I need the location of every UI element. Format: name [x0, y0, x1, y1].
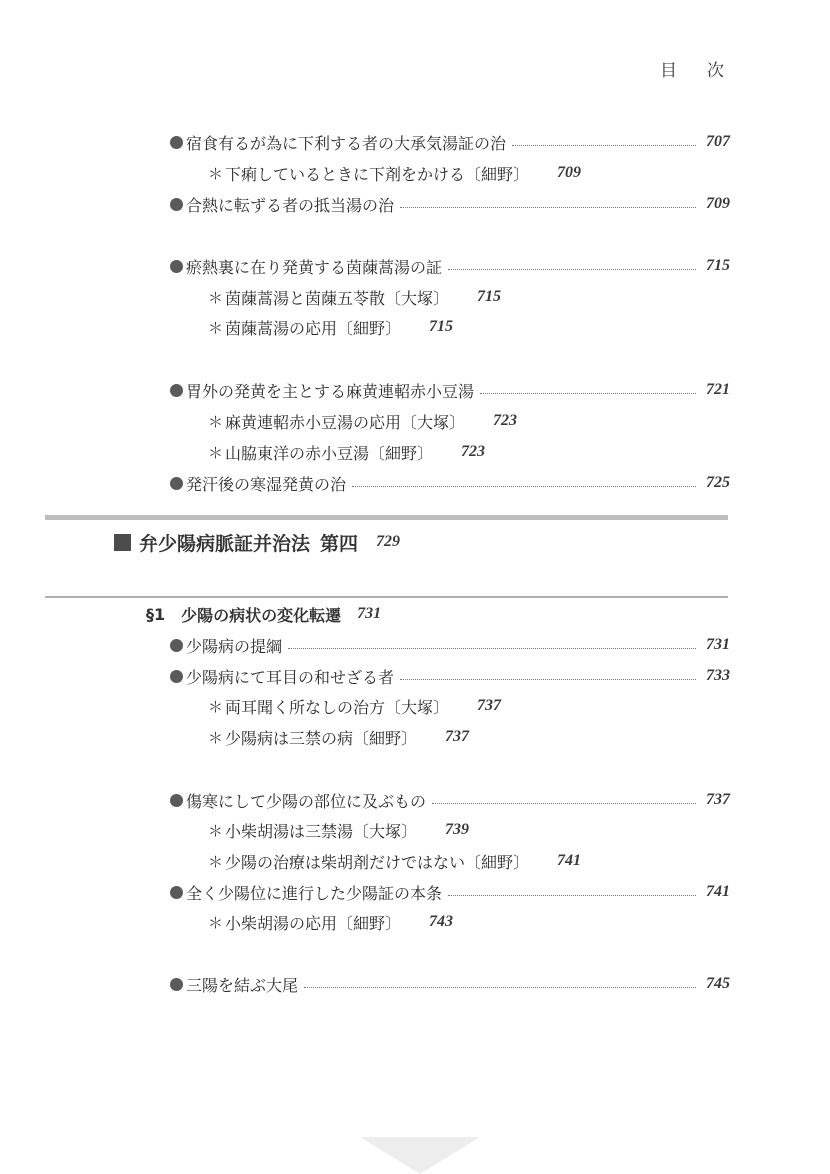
entry-title: 全く少陽位に進行した少陽証の本条 — [186, 883, 443, 903]
dot-leader — [400, 207, 696, 208]
page-number: 741 — [706, 883, 730, 900]
toc-entry[interactable] — [170, 880, 730, 904]
asterisk-icon: ＊ — [208, 318, 224, 337]
dot-leader — [448, 895, 696, 896]
page-number: 737 — [706, 791, 730, 808]
asterisk-icon: ＊ — [208, 412, 224, 431]
toc-entry[interactable] — [170, 130, 730, 154]
page-number: 721 — [706, 381, 730, 398]
page-number: 715 — [706, 257, 730, 274]
section-title: 少陽の病状の変化転遷 — [181, 605, 342, 625]
toc-entry[interactable] — [170, 378, 730, 402]
square-icon — [114, 534, 131, 551]
asterisk-icon: ＊ — [208, 821, 224, 840]
asterisk-icon: ＊ — [208, 852, 224, 871]
page-number: 737 — [445, 728, 470, 745]
bullet-icon — [170, 978, 183, 991]
entry-title: 少陽の治療は柴胡剤だけではない〔細野〕 — [225, 852, 530, 872]
toc-entry[interactable] — [170, 192, 730, 216]
page-number: 745 — [706, 975, 730, 992]
page-number: 741 — [557, 852, 582, 869]
asterisk-icon: ＊ — [208, 913, 224, 932]
section-page: 731 — [357, 605, 382, 622]
page-number: 739 — [445, 821, 470, 838]
page-number: 725 — [706, 474, 730, 491]
page-number: 723 — [461, 443, 486, 460]
entry-title: 山脇東洋の赤小豆湯〔細野〕 — [225, 443, 434, 463]
chapter-heading[interactable] — [114, 528, 400, 556]
asterisk-icon: ＊ — [208, 443, 224, 462]
toc-entry[interactable] — [170, 254, 730, 278]
page-number: 715 — [477, 288, 502, 305]
toc-entry[interactable] — [170, 471, 730, 495]
entry-title: 傷寒にして少陽の部位に及ぶもの — [186, 791, 427, 811]
page-number: 731 — [706, 636, 730, 653]
toc-subentry[interactable] — [208, 849, 581, 873]
bullet-icon — [170, 670, 183, 683]
page-number: 709 — [557, 164, 582, 181]
entry-title: 下痢しているときに下剤をかける〔細野〕 — [225, 164, 530, 184]
bullet-icon — [170, 477, 183, 490]
section-heading[interactable] — [146, 602, 381, 626]
page-number: 707 — [706, 133, 730, 150]
toc-subentry[interactable] — [208, 161, 581, 185]
entry-title: 少陽病の提綱 — [186, 636, 283, 656]
page-number: 737 — [477, 697, 502, 714]
entry-title: 宿食有るが為に下利する者の大承気湯証の治 — [186, 133, 507, 153]
entry-title: 茵蔯蒿湯の応用〔細野〕 — [225, 318, 402, 338]
dot-leader — [512, 145, 696, 146]
chapter-divider-thick — [45, 515, 728, 520]
entry-title: 少陽病にて耳目の和せざる者 — [186, 667, 395, 687]
bullet-icon — [170, 198, 183, 211]
chapter-title: 弁少陽病脈証并治法 — [139, 532, 311, 555]
entry-title: 少陽病は三禁の病〔細野〕 — [225, 728, 418, 748]
toc-subentry[interactable] — [208, 285, 501, 309]
toc-entry[interactable] — [170, 633, 730, 657]
entry-title: 小柴胡湯の応用〔細野〕 — [225, 913, 402, 933]
bullet-icon — [170, 886, 183, 899]
entry-title: 麻黄連軺赤小豆湯の応用〔大塚〕 — [225, 412, 466, 432]
dot-leader — [480, 393, 696, 394]
page-number: 723 — [493, 412, 518, 429]
entry-title: 茵蔯蒿湯と茵蔯五苓散〔大塚〕 — [225, 288, 450, 308]
toc-entry[interactable] — [170, 664, 730, 688]
entry-title: 合熱に転ずる者の抵当湯の治 — [186, 195, 395, 215]
entry-title: 発汗後の寒湿発黄の治 — [186, 474, 347, 494]
section-label: §1 — [146, 604, 166, 624]
bullet-icon — [170, 794, 183, 807]
toc-subentry[interactable] — [208, 694, 501, 718]
asterisk-icon: ＊ — [208, 164, 224, 183]
asterisk-icon: ＊ — [208, 697, 224, 716]
dot-leader — [288, 648, 696, 649]
dot-leader — [432, 803, 696, 804]
bullet-icon — [170, 136, 183, 149]
section-divider-thin — [45, 596, 728, 598]
toc-subentry[interactable] — [208, 440, 485, 464]
entry-title: 胃外の発黄を主とする麻黄連軺赤小豆湯 — [186, 381, 475, 401]
toc-entry[interactable] — [170, 788, 730, 812]
page-number: 715 — [429, 318, 454, 335]
dot-leader — [400, 679, 696, 680]
entry-title: 両耳聞く所なしの治方〔大塚〕 — [225, 697, 450, 717]
header-char-2: 次 — [707, 61, 724, 81]
entry-title: 三陽を結ぶ大尾 — [186, 975, 299, 995]
toc-subentry[interactable] — [208, 818, 469, 842]
dot-leader — [448, 269, 696, 270]
chapter-number: 第四 — [320, 532, 359, 555]
toc-entry[interactable] — [170, 972, 730, 996]
header-char-1: 目 — [660, 61, 677, 81]
bullet-icon — [170, 384, 183, 397]
toc-subentry[interactable] — [208, 409, 517, 433]
toc-subentry[interactable] — [208, 725, 469, 749]
entry-title: 小柴胡湯は三禁湯〔大塚〕 — [225, 821, 418, 841]
dot-leader — [352, 486, 696, 487]
toc-subentry[interactable] — [208, 315, 453, 339]
page-footer-tab — [360, 1137, 480, 1174]
asterisk-icon: ＊ — [208, 728, 224, 747]
page-number: 743 — [429, 913, 454, 930]
page-number: 709 — [706, 195, 730, 212]
asterisk-icon: ＊ — [208, 288, 224, 307]
entry-title: 瘀熱裏に在り発黄する茵蔯蒿湯の証 — [186, 257, 443, 277]
bullet-icon — [170, 260, 183, 273]
page-number: 733 — [706, 667, 730, 684]
toc-subentry[interactable] — [208, 910, 453, 934]
bullet-icon — [170, 639, 183, 652]
chapter-page: 729 — [376, 533, 401, 550]
dot-leader — [304, 987, 696, 988]
